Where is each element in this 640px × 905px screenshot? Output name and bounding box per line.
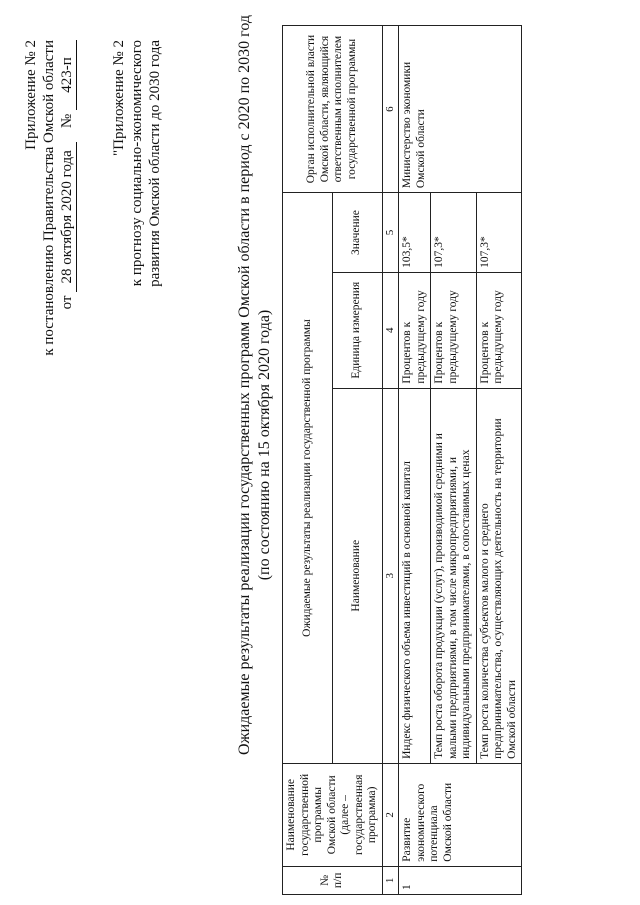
header-results-group: Ожидаемые результаты реализации государственной программы [283, 193, 333, 764]
indicator-name: Темп роста оборота продукции (услуг), производимой средними и малыми предприятиями, в том числе микропредприятиями, и индивидуальными предпринимателями, в сопоставимых ценах [431, 388, 477, 763]
col-number-2: 2 [382, 763, 399, 866]
decree-reference: к постановлению Правительства Омской области [41, 40, 57, 356]
header-value: Значение [332, 193, 382, 273]
col-number-4: 4 [382, 272, 399, 388]
decree-date-line [58, 40, 77, 309]
date-prefix: от [59, 295, 75, 310]
col-number-5: 5 [382, 193, 399, 273]
row-authority: Министерство экономики Омской области [399, 26, 522, 193]
indicator-unit: Процентов к предыдущему году [399, 272, 431, 388]
decree-date: 28 октября 2020 года [58, 142, 77, 292]
forecast-reference-line2: развития Омской области до 2030 года [147, 40, 163, 287]
indicator-name: Индекс физического объема инвестиций в основной капитал [399, 388, 431, 763]
row-num: 1 [399, 866, 522, 894]
results-table-wrapper [282, 25, 522, 895]
header-program: Наименование государственной программы Омской области (далее – государственная программа) [283, 763, 383, 866]
forecast-appendix-label: "Приложение № 2 [111, 40, 127, 156]
results-table [282, 25, 522, 895]
decree-number: 423-п [58, 40, 77, 110]
header-unit: Единица измерения [332, 272, 382, 388]
indicator-unit: Процентов к предыдущему году [476, 272, 522, 388]
forecast-reference-line1: к прогнозу социально-экономического [129, 40, 145, 287]
indicator-name: Темп роста количества субъектов малого и среднего предпринимательства, осуществляющих деятельность на территории Омской области [476, 388, 522, 763]
header-name: Наименование [332, 388, 382, 763]
indicator-value: 103,5* [399, 193, 431, 273]
number-prefix: № [59, 113, 75, 129]
indicator-unit: Процентов к предыдущему году [431, 272, 477, 388]
header-authority: Орган исполнительной власти Омской области, являющийся ответственным исполнителем государственной программы [283, 26, 383, 193]
column-number-row [382, 26, 399, 895]
table-header-row [283, 26, 333, 895]
indicator-value: 107,3* [431, 193, 477, 273]
col-number-6: 6 [382, 26, 399, 193]
header-num: № п/п [283, 866, 383, 894]
appendix-label: Приложение № 2 [23, 40, 39, 150]
col-number-3: 3 [382, 388, 399, 763]
document-subtitle: (по состоянию на 15 октября 2020 года) [256, 309, 273, 581]
indicator-value: 107,3* [476, 193, 522, 273]
row-program: Развитие экономического потенциала Омской области [399, 763, 522, 866]
document-title: Ожидаемые результаты реализации государственных программ Омской области в период с 2020 по 2030 год [236, 14, 253, 755]
col-number-1: 1 [382, 866, 399, 894]
table-row [399, 26, 431, 895]
